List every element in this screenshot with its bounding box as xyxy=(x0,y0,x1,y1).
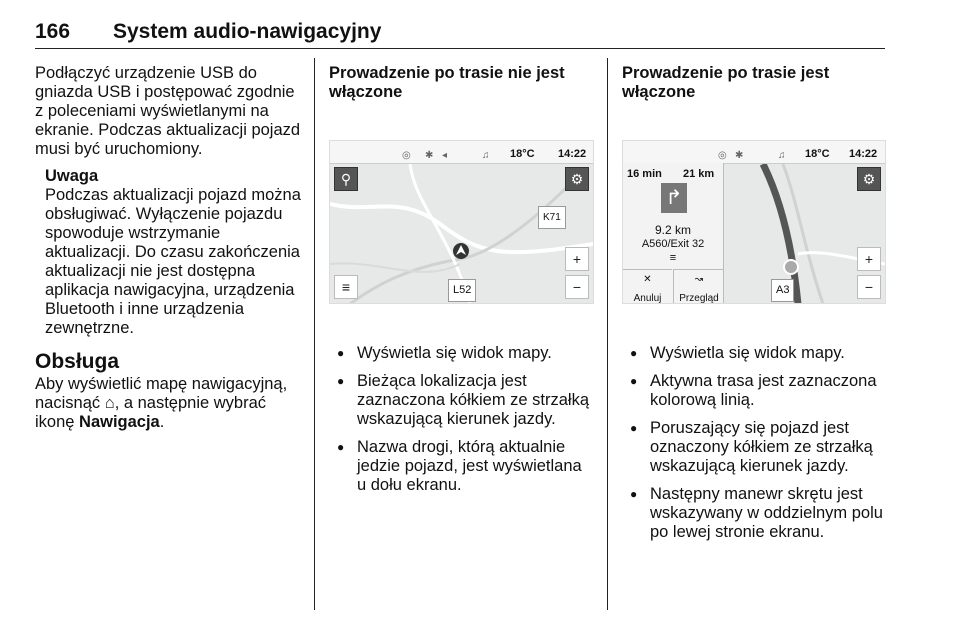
note-title: Uwaga xyxy=(45,167,99,185)
list-item: ● Nazwa drogi, którą aktualnie jedzie pojazd, jest wyświetlana u dołu ekranu. xyxy=(329,438,594,495)
column-2 xyxy=(329,64,594,504)
screenshot-map-guidance xyxy=(622,140,886,304)
cancel-button[interactable]: ✕ Anuluj xyxy=(623,269,672,304)
list-item: ● Bieżąca lokalizacja jest zaznaczona kółkiem ze strzałką wskazującą kierunek jazdy. xyxy=(329,372,594,429)
page-number: 166 xyxy=(35,20,71,43)
gear-icon: ⚙ xyxy=(570,171,584,187)
page-header xyxy=(35,14,885,49)
vehicle-position-icon xyxy=(452,242,470,260)
bluetooth-icon: ✱ xyxy=(425,150,434,161)
turn-distance: 9.2 km xyxy=(654,223,691,237)
page-title: System audio-nawigacyjny xyxy=(113,20,382,43)
section-text: Aby wyświetlić mapę nawigacyjną, nacisnąć ⌂, a następnie wybrać ikonę Nawigacja. xyxy=(35,375,288,431)
heading-guidance-off: Prowadzenie po trasie nie jest włączone xyxy=(329,64,565,101)
settings-button[interactable] xyxy=(565,167,589,191)
route-number-label: K71 xyxy=(538,206,566,229)
list-item: ● Wyświetla się widok mapy. xyxy=(622,344,884,363)
bullet-list-guidance-off xyxy=(329,344,594,495)
list-item: ● Następny manewr skrętu jest wskazywany w oddzielnym polu po lewej stronie ekranu. xyxy=(622,485,884,542)
heading-guidance-on: Prowadzenie po trasie jest włączone xyxy=(622,64,830,101)
current-road-label: L52 xyxy=(448,279,476,302)
clock: 14:22 xyxy=(849,148,878,160)
column-1 xyxy=(35,64,305,432)
column-3 xyxy=(622,64,884,551)
status-bar xyxy=(623,141,885,164)
current-road-label: A3 xyxy=(771,279,794,302)
list-item: ● Wyświetla się widok mapy. xyxy=(329,344,594,363)
search-icon: ⚲ xyxy=(340,171,352,187)
total-distance: 21 km xyxy=(683,168,715,180)
search-button[interactable] xyxy=(334,167,358,191)
status-bar xyxy=(330,141,593,164)
column-divider xyxy=(607,58,608,610)
gear-icon: ⚙ xyxy=(862,171,876,187)
traffic-icon: ◎ xyxy=(402,150,411,161)
minus-icon: − xyxy=(864,279,874,295)
navigation-label: Nawigacja xyxy=(79,413,160,431)
zoom-in-button[interactable] xyxy=(565,247,589,271)
overview-button[interactable]: ↝ Przegląd xyxy=(673,269,724,304)
plus-icon: + xyxy=(572,251,582,267)
menu-button[interactable] xyxy=(334,275,358,299)
eta: 16 min xyxy=(627,168,662,180)
list-icon[interactable]: ≡ xyxy=(669,252,677,264)
settings-button[interactable] xyxy=(857,167,881,191)
zoom-out-button[interactable] xyxy=(857,275,881,299)
home-icon: ⌂ xyxy=(104,394,115,412)
menu-icon: ≡ xyxy=(341,279,351,295)
temperature: 18°C xyxy=(805,148,830,160)
next-maneuver-panel xyxy=(623,163,724,303)
vehicle-position-icon xyxy=(783,259,799,275)
note-box xyxy=(45,167,305,338)
note-body: Podczas aktualizacji pojazd można obsługiwać. Wyłączenie pojazdu spowoduje wstrzymanie aktualizacji. Do czasu zakończenia aktualizacji nie jest dostępna aplikacja nawigacyjna, urządzenia Bluetooth i inne urządzenia zewnętrzne. xyxy=(45,186,301,337)
map-area[interactable] xyxy=(330,164,593,303)
bullet-list-guidance-on xyxy=(622,344,884,542)
temperature: 18°C xyxy=(510,148,535,160)
list-item: ● Aktywna trasa jest zaznaczona kolorową linią. xyxy=(622,372,884,410)
zoom-in-button[interactable] xyxy=(857,247,881,271)
volume-icon: ◂ xyxy=(442,150,448,161)
screenshot-map-no-guidance xyxy=(329,140,594,304)
list-item: ● Poruszający się pojazd jest oznaczony kółkiem ze strzałką wskazującą kierunek jazdy. xyxy=(622,419,884,476)
minus-icon: − xyxy=(572,279,582,295)
bluetooth-icon: ✱ xyxy=(735,150,744,161)
traffic-icon: ◎ xyxy=(718,150,727,161)
turn-right-icon: ↱ xyxy=(661,183,687,213)
music-icon: ♫ xyxy=(778,150,786,161)
turn-road: A560/Exit 32 xyxy=(641,238,705,250)
route-icon: ↝ xyxy=(694,274,704,285)
plus-icon: + xyxy=(864,251,874,267)
music-icon: ♫ xyxy=(482,150,490,161)
intro-text: Podłączyć urządzenie USB do gniazda USB i postępować zgodnie z poleceniami wyświetlanymi na ekranie. Podczas aktualizacji pojazd musi być uruchomiony. xyxy=(35,64,301,158)
close-icon: ✕ xyxy=(643,274,652,285)
zoom-out-button[interactable] xyxy=(565,275,589,299)
section-title: Obsługa xyxy=(35,350,120,373)
clock: 14:22 xyxy=(558,148,587,160)
column-divider xyxy=(314,58,315,610)
